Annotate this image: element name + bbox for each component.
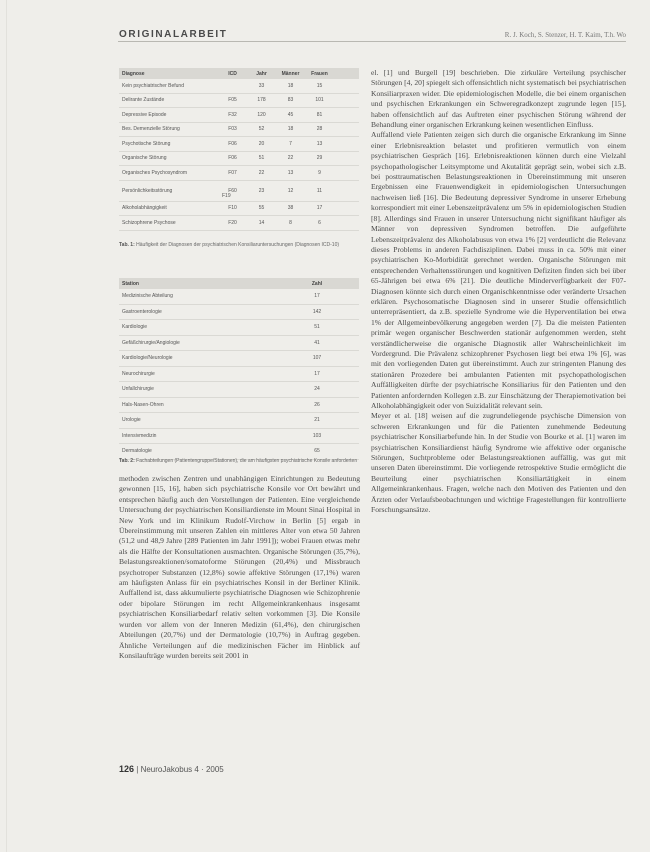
- table-cell: 26: [314, 401, 320, 408]
- column-header: Jahr: [256, 70, 267, 77]
- caption-text: Fachabteilungen (Patientengruppe/Stationen), die am häufigsten psychiatrische Konsile anforderten: [136, 458, 358, 464]
- table-row: [119, 367, 359, 383]
- row-label: Hals-Nasen-Ohren: [122, 401, 164, 408]
- table-cell: 28: [316, 126, 323, 133]
- table-row: [119, 305, 359, 321]
- table-cell: 17: [314, 293, 320, 300]
- row-label: Organische Störung: [122, 155, 167, 162]
- header-rule: [118, 41, 626, 42]
- table-cell: 120: [257, 111, 266, 118]
- table-cell: F20: [228, 219, 237, 226]
- left-text-column: [119, 474, 360, 661]
- table-row: [119, 152, 359, 167]
- table-cell: 178: [257, 97, 266, 104]
- table-cell-extra-code: F19: [222, 192, 231, 199]
- table-row: [119, 123, 359, 138]
- table-row: [119, 320, 359, 336]
- table-cell: 81: [316, 111, 323, 118]
- table2-caption: [119, 458, 359, 465]
- table1-caption: [119, 242, 359, 249]
- table-cell: 13: [316, 140, 323, 147]
- table-cell: 142: [312, 308, 322, 315]
- footer-separator: |: [136, 765, 141, 774]
- table-cell: 18: [287, 82, 294, 89]
- row-label: Intensivmedizin: [122, 432, 157, 439]
- table-departments: [119, 278, 359, 460]
- table-cell: F03: [228, 126, 237, 133]
- table-cell: 107: [312, 355, 322, 362]
- table-cell: 41: [314, 339, 320, 346]
- table-header: [119, 68, 359, 79]
- row-label: Organisches Psychosyndrom: [122, 169, 188, 176]
- table-cell: F06: [228, 155, 237, 162]
- row-label: Gastroenterologie: [122, 308, 162, 315]
- table-row: [119, 336, 359, 352]
- table-cell: 101: [315, 97, 324, 104]
- table-row: [119, 413, 359, 429]
- table-cell: 29: [316, 155, 323, 162]
- caption-text: Häufigkeit der Diagnosen der psychiatrischen Konsiliaruntersuchungen (Diagnosen ICD-10): [136, 242, 340, 248]
- table-cell: 21: [314, 417, 320, 424]
- table-cell: 45: [287, 111, 294, 118]
- row-label: Neurochirurgie: [122, 370, 155, 377]
- table-row: [119, 79, 359, 94]
- page-spine-shadow: [6, 0, 7, 852]
- body-paragraph: el. [1] und Burgell [19] beschrieben. Die zirkuläre Verteilung psychischer Störungen [4, 20] spiegelt sich offensichtlich nicht systematisch bei psychiatrischen Konsiliarpraxen wider. Die epidemiologischen Modelle, die bei einem organischen und psychischen Erkrankungen ein Schweregradkonzept zugrunde legen [15], haben offensichtlich auf das Auftreten einer psychischen Störung während der Behandlung einer organischen Erkrankung keinen wesentlichen Einfluss.: [371, 68, 626, 130]
- row-label: Schizophrene Psychose: [122, 219, 176, 226]
- row-label: Psychotische Störung: [122, 140, 171, 147]
- table-cell: 23: [258, 187, 265, 194]
- right-text-column: [371, 68, 626, 515]
- table-cell: 51: [314, 324, 320, 331]
- body-paragraph: Meyer et al. [18] weisen auf die zugrundeliegende psychische Dimension von schweren Erkrankungen und für die Patienten zunehmende Bedeutung psychiatrischer Konsiliarbefunde hin. In der Studie von Bourke et al. [1] waren im psychiatrischen Konsiliardienst häufig Syndrome wie affektive oder organische Störungen, Suchtprobleme oder Belastungsreaktionen auffällig, was gut mit unseren Daten übereinstimmt. Die vorliegende retrospektive Studie ermöglicht die Beurteilung einer psychiatrischen Konsiliartätigkeit in einem Allgemeinkrankenhaus. Fragen, welche nach den Motiven des Patienten und den Ärzten oder Verlaufsbeobachtungen und wichtige Fragestellungen für kontrollierte Forschungsansätze.: [371, 411, 626, 515]
- row-label: Alkoholabhängigkeit: [122, 205, 167, 212]
- table-row: [119, 429, 359, 445]
- table-cell: F07: [228, 169, 237, 176]
- table-cell: 38: [287, 205, 294, 212]
- table-body: [119, 289, 359, 460]
- column-header: Diagnose: [122, 70, 145, 77]
- table-diagnoses: [119, 68, 359, 231]
- table-cell: 51: [258, 155, 265, 162]
- row-label: Kardiologie/Neurologie: [122, 355, 173, 362]
- table-row: [119, 289, 359, 305]
- table-cell: 9: [318, 169, 321, 176]
- row-label: Kein psychiatrischer Befund: [122, 82, 184, 89]
- row-label: Persönlichkeitsstörung: [122, 187, 173, 194]
- row-label: Dermatologie: [122, 448, 152, 455]
- table-row: [119, 94, 359, 109]
- row-label: Unfallchirurgie: [122, 386, 154, 393]
- section-label: ORIGINALARBEIT: [119, 29, 228, 40]
- table-row: [119, 166, 359, 181]
- row-label: Medizinische Abteilung: [122, 293, 173, 300]
- row-label: Urologie: [122, 417, 141, 424]
- table-cell: 22: [287, 155, 294, 162]
- table-cell: 17: [314, 370, 320, 377]
- caption-label: Tab. 1:: [119, 242, 135, 248]
- body-paragraph: Auffallend viele Patienten zeigen sich durch die organische Erkrankung im Sinne einer Erlebnisreaktion belastet und profitieren vermutlich von einem psychiatrischen Gespräch [16]. Erlebnisreaktionen können durch eine Vielzahl psychopathologischer Leitsymptome und Akutalität geprägt sein, wobei sich z.B. bei posttraumatischen Belastungsreaktionen in Übereinstimmung mit unseren Ergebnissen eine Frauenwendigkeit in epidemiologischen Untersuchungen nachweisen ließ [16]. Die Bedeutung depressiver Syndrome in unserer Erhebung korrespondiert mit einer Lebenszeitprävalenz um 5% in epidemiologischen Studien [8]. Allerdings sind Frauen in unserer Untersuchung nicht signifikant häufiger als Männer von depressiven Syndromen betroffen. Die aufgeführte Lebenszeitprävalenz des Alkoholabusus von etwa 1% [2] verdeutlicht die Relevanz dieses Problems in anderen Fachdisziplinen. Dabei muss in ca. 50% mit einer psychiatrischen Ko-Morbidität gerechnet werden. Organische Störungen mit entsprechenden Verhaltensstörungen und kognitiven Defiziten finden sich bei über 65-Jährigen bei etwa 6% [21]. Die deutliche Minderverfügbarkeit der F07-Diagnosen könnte sich durch einen Organischkenntnisse oder veränderte Ursachen erklären. Psychosomatische Diagnosen sind in unserer Studie offensichtlich unterrepräsentiert, da z.B. spezielle Syndrome wie die Hyperventilation bei etwa 1% der Allgemeinbevölkerung angegeben werden [7]. Da die meisten Patienten primär wegen organischer Beschwerden stationär aufgenommen werden, steht verständlicherweise die organische Diagnostik aller Wahrscheinlichkeit im Vordergrund. Die Prävalenz schizophrener Psychosen liegt bei etwa 1% [6], was mit den vorliegenden Daten gut übereinstimmt. Auch zur stringenten Planung des stationären Prozedere bei ambulanten Patienten mit psychopathologischen Auffälligkeiten dürfte der psychiatrische Konsiliarius für den Patienten und den Patienten anfordernden Kollegen z.B. zur Einschätzung der Therapiemotivation bei Alkoholabhängigkeit oder von Suizidalität relevant sein.: [371, 130, 626, 410]
- table-cell: 83: [287, 97, 294, 104]
- caption-label: Tab. 2:: [119, 458, 135, 464]
- body-paragraph: methoden zwischen Zentren und unabhängigen Einrichtungen zu Bedeutung gewonnen [15, 16], haben sich psychiatrische Konsile vor Ort bewährt und entsprechen häufig auch den Vorstellungen der Patienten. Eine vergleichende Untersuchung der psychiatrischen Konsiliardienste im Mount Sinai Hospital in New York und im Klinikum Rudolf-Virchow in Berlin [5] ergab in Übereinstimmung mit unseren Zahlen ein mittleres Alter von etwa 50 Jahren (51,2 und 48,9 Jahre [289 Patienten im Jahr 1991]); wobei Frauen etwas mehr als die Hälfte der Konsultationen ausmachten. Organische Störungen (35,7%), Belastungsreaktionen/somatoforme Störungen (20,4%) und Missbrauch psychotroper Substanzen (12,8%) sowie affektive Störungen (17,1%) waren am häufigsten Anlass für ein psychiatrisches Konsil in der Berliner Klinik. Auffallend ist, dass akkumulierte psychiatrische Diagnosen wie Schizophrenie oder bipolare Störungen im recht Allgemeinkrankenhaus insgesamt psychiatrischen Konsiliarbedarf relativ selten vorkommen [3]. Die Konsile wurden vor allem von der Inneren Medizin (61,4%), den chirurgischen Abteilungen (20,7%) und der Dermatologie (10,7%) in Auftrag gegeben. Ähnliche Verteilungen auf die medizinischen Fächer im Hinblick auf Konsilaufträge wurden bereits seit 2001 in: [119, 474, 360, 660]
- column-header: Station: [122, 280, 139, 287]
- row-label: Bes. Demenzielle Störung: [122, 126, 180, 133]
- table-row: [119, 398, 359, 414]
- table-cell: 6: [318, 219, 321, 226]
- table-cell: 14: [258, 219, 265, 226]
- table-cell: 22: [258, 169, 265, 176]
- table-row: [119, 382, 359, 398]
- row-label: Kardiologie: [122, 324, 148, 331]
- table-row: [119, 351, 359, 367]
- table-cell: 103: [312, 432, 322, 439]
- table-row: [119, 216, 359, 231]
- table-cell: 33: [258, 82, 265, 89]
- page-footer: [119, 764, 224, 774]
- row-label: Delirante Zustände: [122, 97, 165, 104]
- column-header: Frauen: [311, 70, 328, 77]
- table-cell: 8: [289, 219, 292, 226]
- table-cell: 15: [316, 82, 323, 89]
- table-cell: F32: [228, 111, 237, 118]
- table-cell: 12: [287, 187, 294, 194]
- table-row: [119, 137, 359, 152]
- table-cell: 52: [258, 126, 265, 133]
- table-row: [119, 181, 359, 202]
- table-cell: 65: [314, 448, 320, 455]
- column-header: ICD: [228, 70, 237, 77]
- table-cell: 11: [316, 187, 323, 194]
- table-cell: 20: [258, 140, 265, 147]
- running-head-authors: R. J. Koch, S. Stenzer, H. T. Kaim, T.h. Wo: [504, 31, 626, 39]
- table-row: [119, 108, 359, 123]
- table-cell: 55: [258, 205, 265, 212]
- table-cell: 17: [316, 205, 323, 212]
- table-cell: F60: [228, 187, 237, 194]
- journal-name: NeuroJakobus 4 · 2005: [140, 765, 224, 774]
- table-row: [119, 202, 359, 217]
- row-label: Depressive Episode: [122, 111, 167, 118]
- table-cell: F06: [228, 140, 237, 147]
- table-cell: 7: [289, 140, 292, 147]
- table-cell: F05: [228, 97, 237, 104]
- column-header: Männer: [281, 70, 300, 77]
- row-label: Gefäßchirurgie/Angiologie: [122, 339, 180, 346]
- column-header: Zahl: [311, 280, 323, 287]
- table-cell: 18: [287, 126, 294, 133]
- table-cell: F10: [228, 205, 237, 212]
- table-body: [119, 79, 359, 231]
- page-number: 126: [119, 764, 135, 774]
- table-header: [119, 278, 359, 289]
- table-cell: 24: [314, 386, 320, 393]
- table-cell: 13: [287, 169, 294, 176]
